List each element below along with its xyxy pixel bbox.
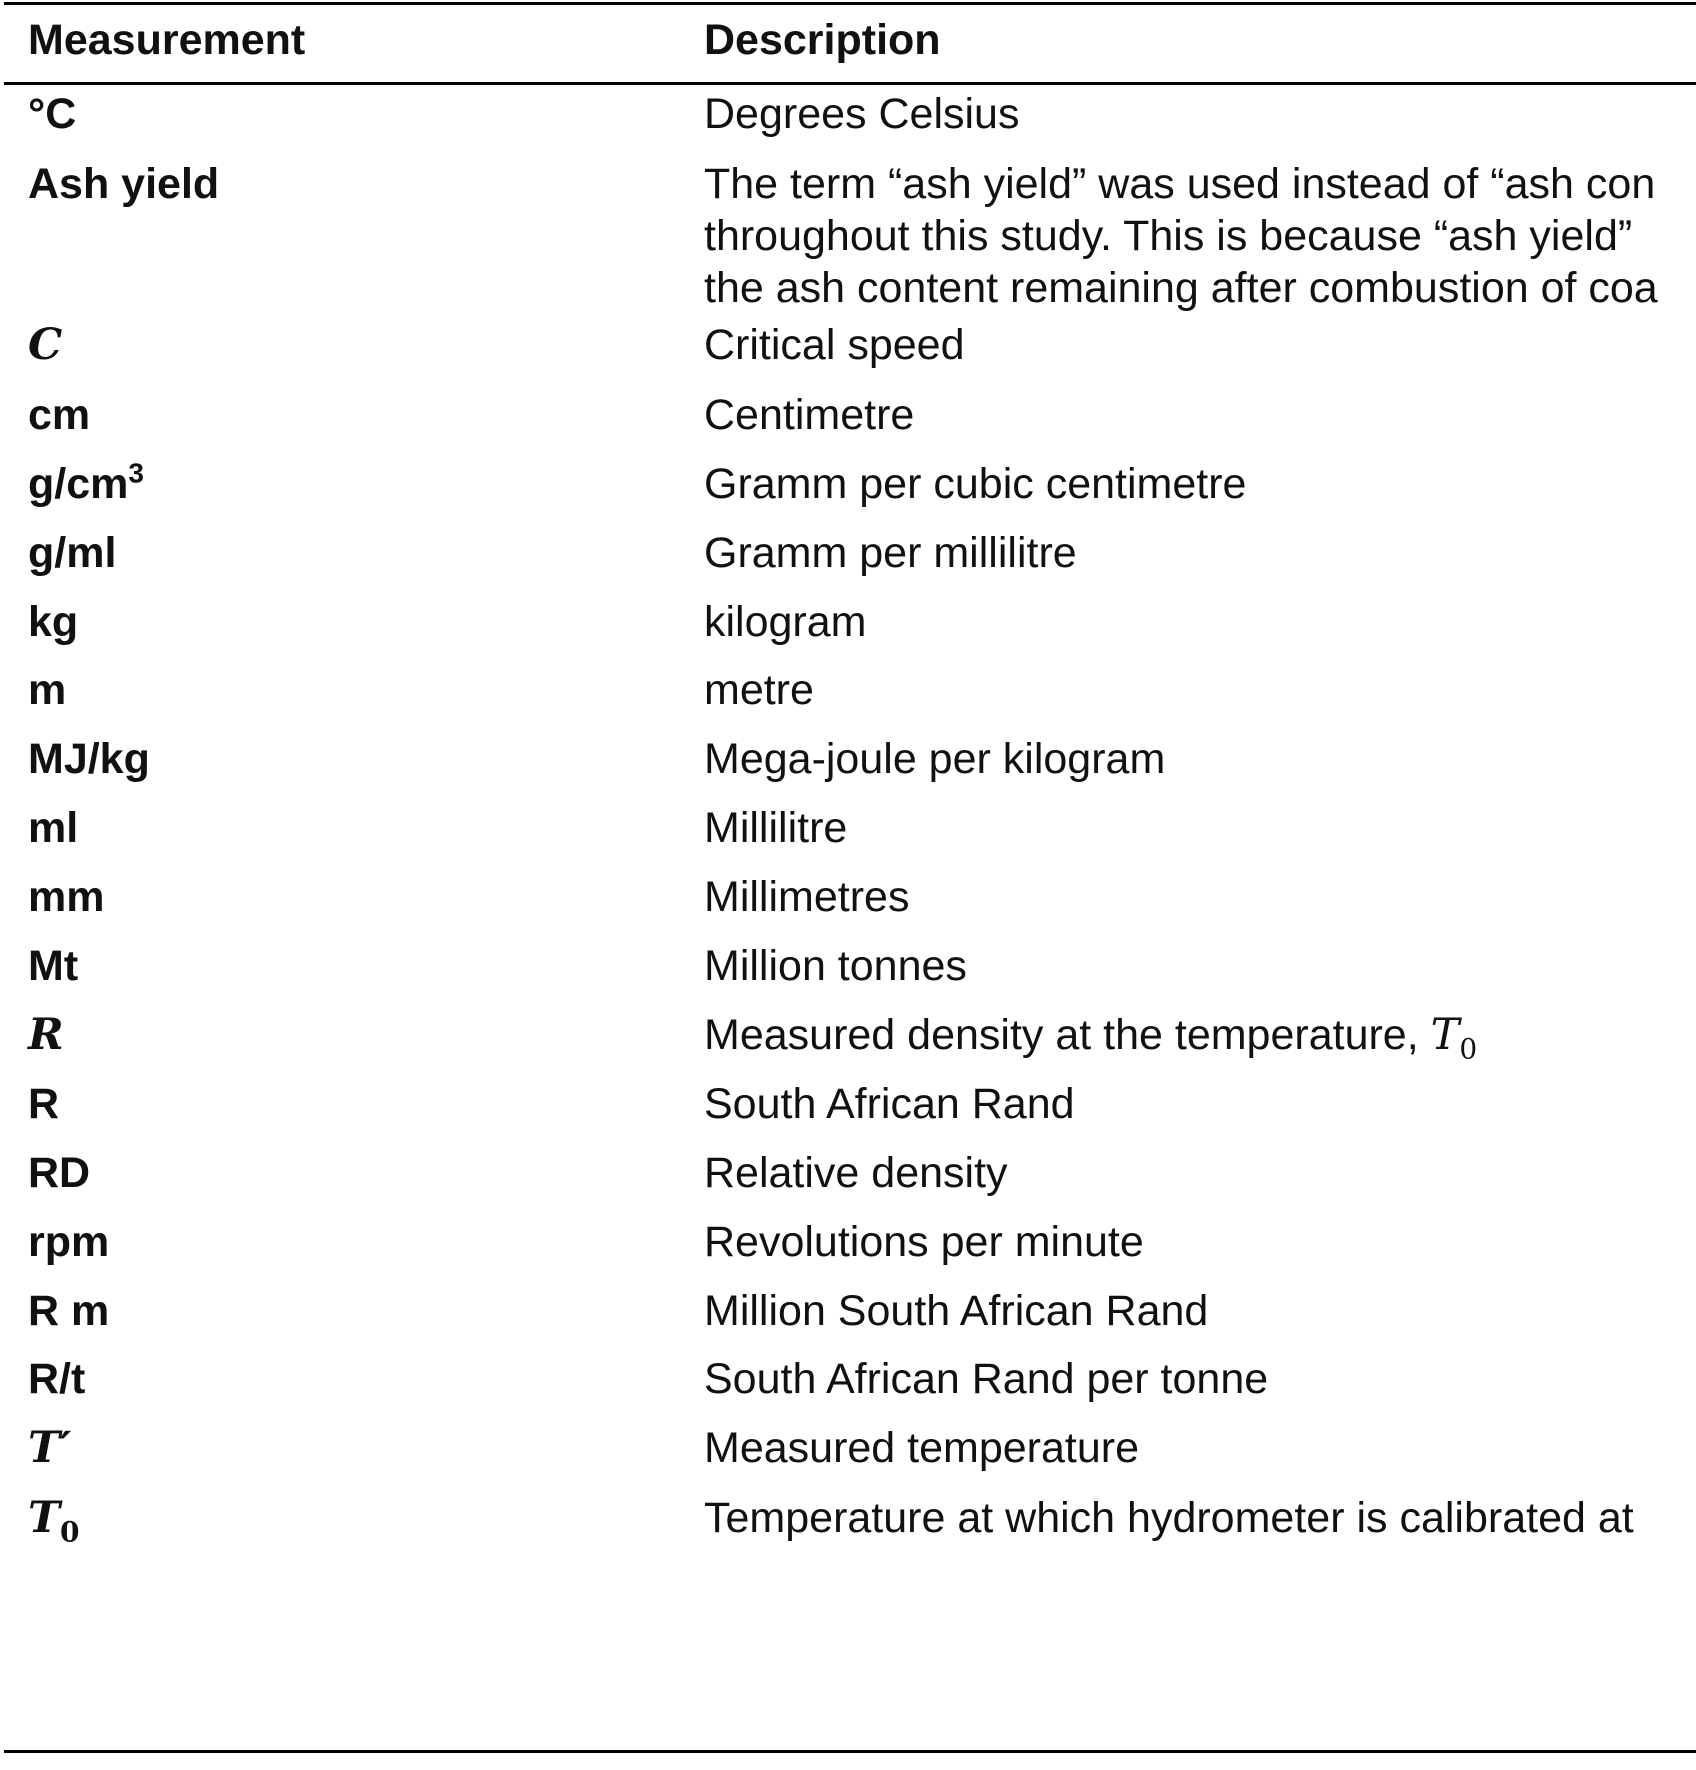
temperature-subscript: 0 [1459, 1032, 1478, 1066]
description-cell: Measured temperature [704, 1424, 1139, 1472]
measurement-cell: ml [28, 804, 79, 852]
description-text: Measured density at the temperature, [704, 1011, 1431, 1059]
description-cell: Million South African Rand [704, 1287, 1209, 1335]
header-description: Description [704, 16, 941, 64]
description-cell: Millilitre [704, 804, 848, 852]
measurement-cell: R/t [28, 1355, 86, 1403]
table-header-rule [4, 82, 1696, 85]
measurement-cell: MJ/kg [28, 735, 150, 783]
description-cell [704, 158, 1658, 314]
description-cell: Gramm per millilitre [704, 529, 1077, 577]
description-line: the ash content remaining after combustion of coa [704, 264, 1658, 312]
description-cell: Centimetre [704, 391, 915, 439]
description-cell: Degrees Celsius [704, 90, 1020, 138]
measurement-cell: T′ [28, 1423, 72, 1473]
abbreviations-table [4, 0, 1696, 1770]
description-cell: Million tonnes [704, 942, 967, 990]
description-cell: South African Rand per tonne [704, 1355, 1269, 1403]
measurement-cell: cm [28, 391, 91, 439]
measurement-cell: C [28, 320, 63, 370]
measurement-cell: g/ml [28, 529, 117, 577]
measurement-cell: RD [28, 1149, 91, 1197]
description-cell: kilogram [704, 598, 867, 646]
description-cell: Revolutions per minute [704, 1218, 1144, 1266]
measurement-cell: kg [28, 598, 79, 646]
measurement-text: g/cm [28, 460, 129, 508]
table-top-rule [4, 2, 1696, 5]
description-cell: Critical speed [704, 321, 965, 369]
measurement-superscript: 3 [128, 457, 144, 489]
measurement-subscript: 0 [60, 1515, 80, 1549]
measurement-cell: mm [28, 873, 105, 921]
description-line: The term “ash yield” was used instead of “ash con [704, 160, 1656, 208]
measurement-cell: Mt [28, 942, 79, 990]
measurement-cell: R [28, 1010, 64, 1060]
measurement-cell: R [28, 1080, 60, 1128]
header-measurement: Measurement [28, 16, 306, 64]
description-cell: Relative density [704, 1149, 1008, 1197]
measurement-text: T [28, 1493, 60, 1543]
measurement-cell: Ash yield [28, 160, 220, 208]
measurement-cell: rpm [28, 1218, 110, 1266]
description-cell: South African Rand [704, 1080, 1075, 1128]
temperature-symbol: T [1430, 1010, 1460, 1060]
description-cell: Gramm per cubic centimetre [704, 460, 1247, 508]
table-bottom-rule [4, 1750, 1696, 1753]
measurement-cell: R m [28, 1287, 110, 1335]
description-cell: Temperature at which hydrometer is calibrated at [704, 1494, 1634, 1542]
measurement-cell [28, 1492, 80, 1549]
description-line: throughout this study. This is because “ash yield” [704, 212, 1633, 260]
description-cell [704, 1009, 1478, 1066]
measurement-cell: °C [28, 90, 77, 138]
measurement-cell [28, 458, 144, 510]
description-cell: Millimetres [704, 873, 910, 921]
description-cell: metre [704, 666, 814, 714]
description-cell: Mega-joule per kilogram [704, 735, 1166, 783]
measurement-cell: m [28, 666, 67, 714]
